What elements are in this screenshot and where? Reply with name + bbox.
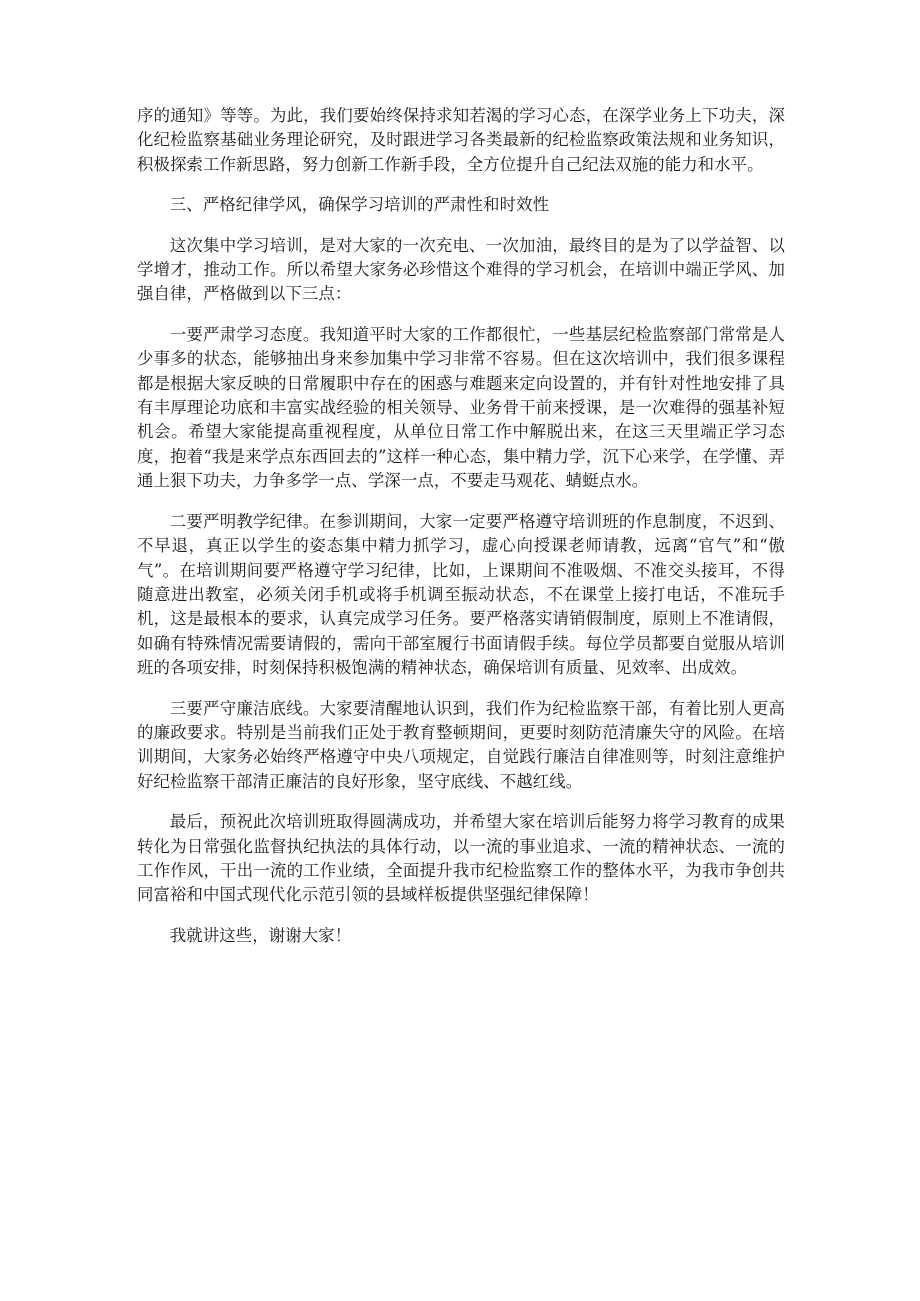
paragraph-closing: 最后，预祝此次培训班取得圆满成功，并希望大家在培训后能努力将学习教育的成果转化为日常强化监督执纪执法的具体行动，以一流的事业追求、一流的精神状态、一流的工作作风，干出一流的工作业绩，全面提升我市纪检监察工作的整体水平，为我市争创共同富裕和中国式现代化示范引领的县域样板提供坚强纪律保障！	[137, 812, 785, 905]
paragraph-thanks: 我就讲这些，谢谢大家！	[169, 925, 352, 945]
paragraph-point-two: 二要严明教学纪律。在参训期间，大家一定要严格遵守培训班的作息制度，不迟到、不早退，真正以学生的姿态集中精力抓学习，虚心向授课老师请教，远离“官气”和“傲气”。在培训期间要严格遵守学习纪律，比如，上课期间不准吸烟、不准交头接耳，不得随意进出教室，必须关闭手机或将手机调至振动状态，不在课堂上接打电话，不准玩手机，这是最根本的要求，认真完成学习任务。要严格落实请销假制度，原则上不准请假，如确有特殊情况需要请假的，需向干部室履行书面请假手续。每位学员都要自觉服从培训班的各项安排，时刻保持积极饱满的精神状态，确保培训有质量、见效率、出成效。	[137, 511, 785, 678]
paragraph-point-one: 一要严肃学习态度。我知道平时大家的工作都很忙，一些基层纪检监察部门常常是人少事多的状态，能够抽出身来参加集中学习非常不容易。但在这次培训中，我们很多课程都是根据大家反映的日常履职中存在的困惑与难题来定向设置的，并有针对性地安排了具有丰厚理论功底和丰富实战经验的相关领导、业务骨干前来授课，是一次难得的强基补短机会。希望大家能提高重视程度，从单位日常工作中解脱出来，在这三天里端正学习态度，抱着“我是来学点东西回去的”这样一种心态，集中精力学，沉下心来学，在学懂、弄通上狠下功夫，力争多学一点、学深一点，不要走马观花、蜻蜓点水。	[137, 324, 785, 491]
section-heading: 三、严格纪律学风，确保学习培训的严肃性和时效性	[169, 195, 550, 215]
paragraph-intro: 这次集中学习培训，是对大家的一次充电、一次加油，最终目的是为了以学益智、以学增才，推动工作。所以希望大家务必珍惜这个难得的学习机会，在培训中端正学风、加强自律，严格做到以下三点：	[137, 235, 785, 304]
paragraph-continued: 序的通知》等等。为此，我们要始终保持求知若渴的学习心态，在深学业务上下功夫，深化纪检监察基础业务理论研究，及时跟进学习各类最新的纪检监察政策法规和业务知识，积极探索工作新思路，努力创新工作新手段，全方位提升自己纪法双施的能力和水平。	[137, 106, 785, 174]
document-body	[137, 104, 785, 964]
paragraph-point-three: 三要严守廉洁底线。大家要清醒地认识到，我们作为纪检监察干部，有着比别人更高的廉政要求。特别是当前我们正处于教育整顿期间，更要时刻防范清廉失守的风险。在培训期间，大家务必始终严格遵守中央八项规定，自觉践行廉洁自律准则等，时刻注意维护好纪检监察干部清正廉洁的良好形象，坚守底线、不越红线。	[137, 698, 785, 791]
